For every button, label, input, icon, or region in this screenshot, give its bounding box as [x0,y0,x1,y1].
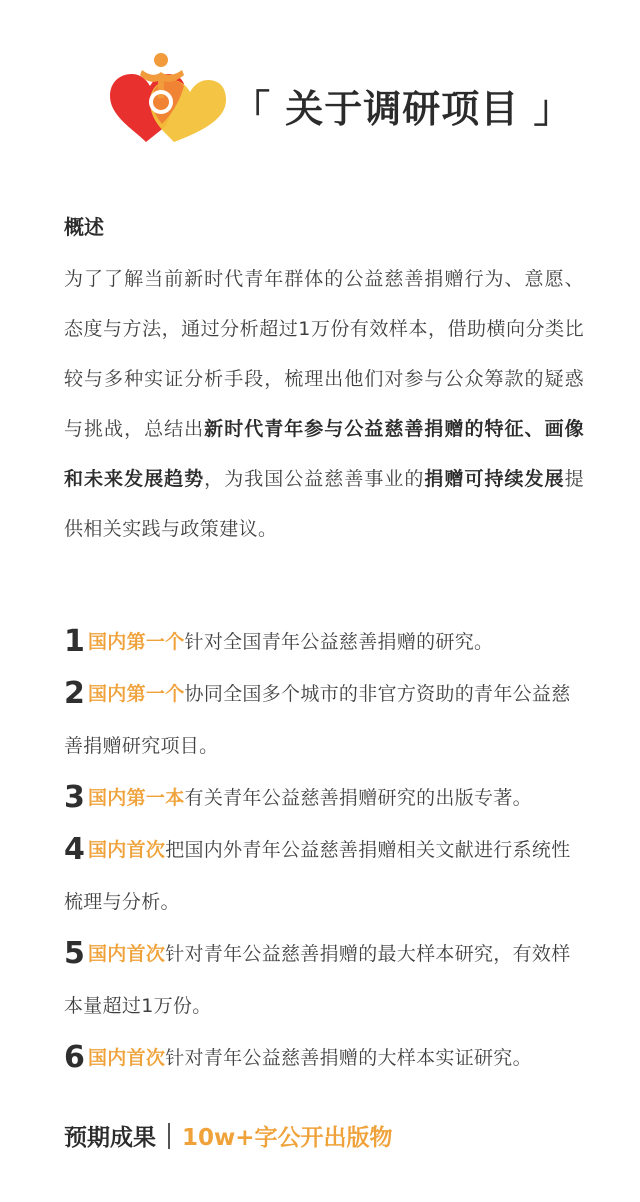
overview-bold: 捐赠可持续发展 [424,468,565,490]
highlights-list [64,616,584,1084]
item-number: 1 [64,624,86,659]
content [64,212,584,1084]
item-number: 4 [64,832,86,867]
item-highlight: 国内第一个 [88,683,185,705]
overview-text: ，为我国公益慈善事业的 [204,468,425,490]
result-label: 预期成果 [64,1125,156,1151]
item-text: 针对青年公益慈善捐赠的最大样本研究，有效样本量超过1万份。 [64,943,571,1017]
item-text: 针对全国青年公益慈善捐赠的研究。 [184,631,494,653]
result-value: 10w+字公开出版物 [182,1125,393,1151]
item-text: 针对青年公益慈善捐赠的大样本实证研究。 [165,1047,532,1069]
page-title: 「 关于调研项目 」 [232,87,573,131]
expected-result [64,1118,393,1158]
item-highlight: 国内第一个 [88,631,185,653]
list-item [64,1032,584,1084]
header [0,48,640,148]
list-item [64,616,584,668]
item-text: 有关青年公益慈善捐赠研究的出版专著。 [184,787,532,809]
item-number: 2 [64,676,86,711]
item-highlight: 国内首次 [88,943,166,965]
overview-bold: 新时代青年参与公益慈善捐赠的特征、画像和未来发展趋势 [64,418,584,490]
overview-text: 提供相关实践与政策建议。 [64,468,584,540]
person-head-icon [154,53,168,67]
list-item [64,668,584,772]
overview-paragraph [64,254,584,554]
item-number: 5 [64,936,86,971]
overview-heading: 概述 [64,215,104,239]
item-text: 把国内外青年公益慈善捐赠相关文献进行系统性梳理与分析。 [64,839,571,913]
item-highlight: 国内首次 [88,839,166,861]
item-number: 6 [64,1040,86,1075]
item-text: 协同全国多个城市的非官方资助的青年公益慈善捐赠研究项目。 [64,683,571,757]
item-highlight: 国内首次 [88,1047,166,1069]
item-highlight: 国内第一本 [88,787,185,809]
list-item [64,772,584,824]
overview-text: 为了了解当前新时代青年群体的公益慈善捐赠行为、意愿、态度与方法，通过分析超过1万份有效样本，借助横向分类比较与多种实证分析手段，梳理出他们对参与公众筹款的疑惑与挑战，总结出 [64,268,584,440]
list-item [64,928,584,1032]
list-item [64,824,584,928]
item-number: 3 [64,780,86,815]
charity-hearts-logo-icon [104,50,228,150]
divider [168,1123,170,1149]
